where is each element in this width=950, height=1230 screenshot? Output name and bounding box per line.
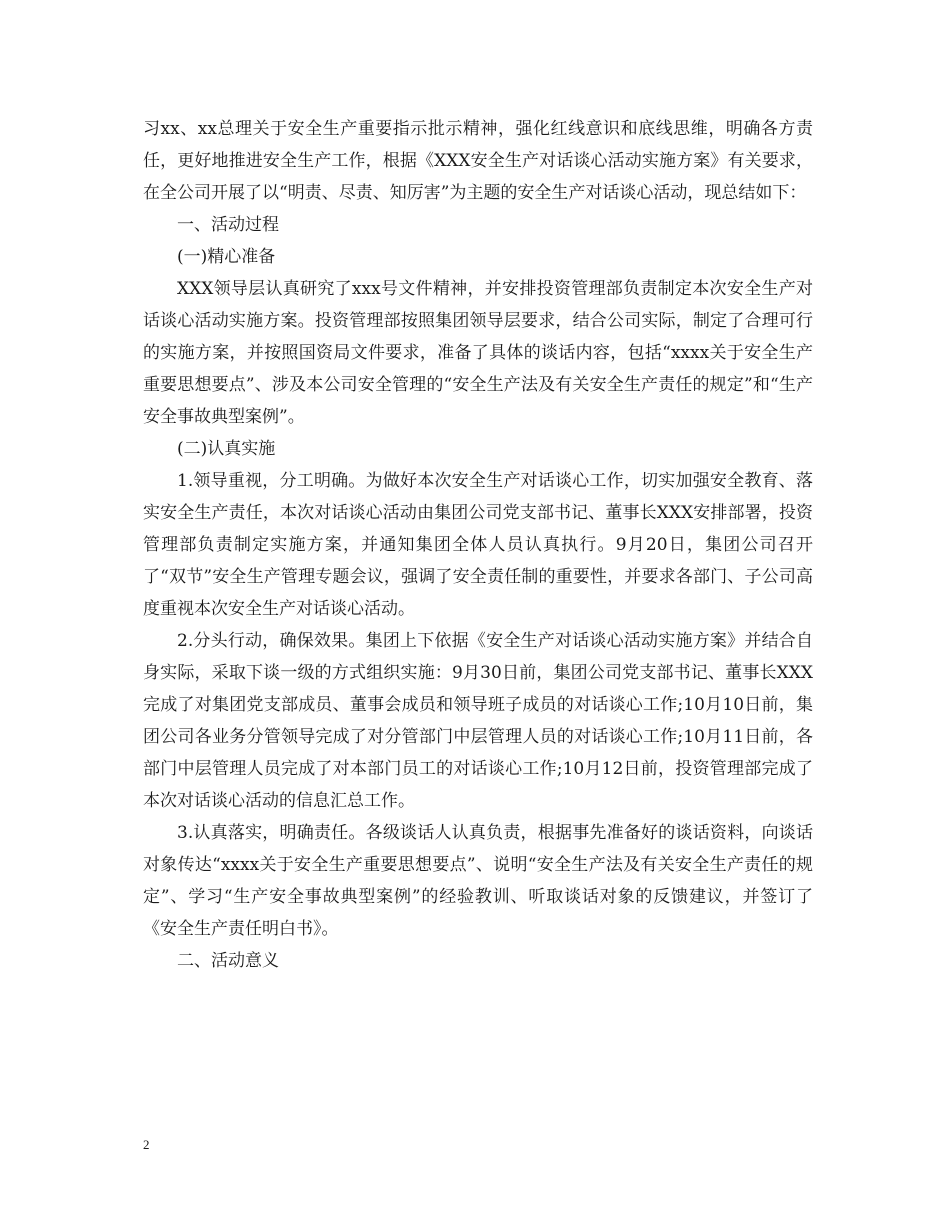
paragraph-preparation: XXX领导层认真研究了xxx号文件精神，并安排投资管理部负责制定本次安全生产对话谈心活动实施方案。投资管理部按照集团领导层要求，结合公司实际，制定了合理可行的实施方案，并按照国资局文件要求，准备了具体的谈话内容，包括“xxxx关于安全生产重要思想要点”、涉及本公司安全管理的“安全生产法及有关安全生产责任的规定”和“生产安全事故典型案例”。 xyxy=(143,279,813,427)
paragraph-intro-continued: 习xx、xx总理关于安全生产重要指示批示精神，强化红线意识和底线思维，明确各方责任，更好地推进安全生产工作，根据《XXX安全生产对话谈心活动实施方案》有关要求，在全公司开展了以“明责、尽责、知厉害”为主题的安全生产对话谈心活动，现总结如下： xyxy=(143,119,813,203)
heading-activity-process: 一、活动过程 xyxy=(177,215,279,235)
heading-activity-significance: 二、活动意义 xyxy=(177,951,279,971)
document-body xyxy=(143,113,813,977)
page-number: 2 xyxy=(143,1137,150,1152)
paragraph-separate-actions: 2.分头行动，确保效果。集团上下依据《安全生产对话谈心活动实施方案》并结合自身实际，采取下谈一级的方式组织实施：9月30日前，集团公司党支部书记、董事长XXX完成了对集团党支部成员、董事会成员和领导班子成员的对话谈心工作;10月10日前，集团公司各业务分管领导完成了对分管部门中层管理人员的对话谈心工作;10月11日前，各部门中层管理人员完成了对本部门员工的对话谈心工作;10月12日前，投资管理部完成了本次对话谈心活动的信息汇总工作。 xyxy=(143,631,813,811)
subheading-careful-preparation: (一)精心准备 xyxy=(177,247,276,267)
subheading-earnest-implementation: (二)认真实施 xyxy=(177,439,276,459)
paragraph-leadership: 1.领导重视，分工明确。为做好本次安全生产对话谈心工作，切实加强安全教育、落实安全生产责任，本次对话谈心活动由集团公司党支部书记、董事长XXX安排部署，投资管理部负责制定实施方案，并通知集团全体人员认真执行。9月20日，集团公司召开了“双节”安全生产管理专题会议，强调了安全责任制的重要性，并要求各部门、子公司高度重视本次安全生产对话谈心活动。 xyxy=(143,471,813,619)
paragraph-responsibility: 3.认真落实，明确责任。各级谈话人认真负责，根据事先准备好的谈话资料，向谈话对象传达“xxxx关于安全生产重要思想要点”、说明“安全生产法及有关安全生产责任的规定”、学习“生产安全事故典型案例”的经验教训、听取谈话对象的反馈建议，并签订了《安全生产责任明白书》。 xyxy=(143,823,813,939)
